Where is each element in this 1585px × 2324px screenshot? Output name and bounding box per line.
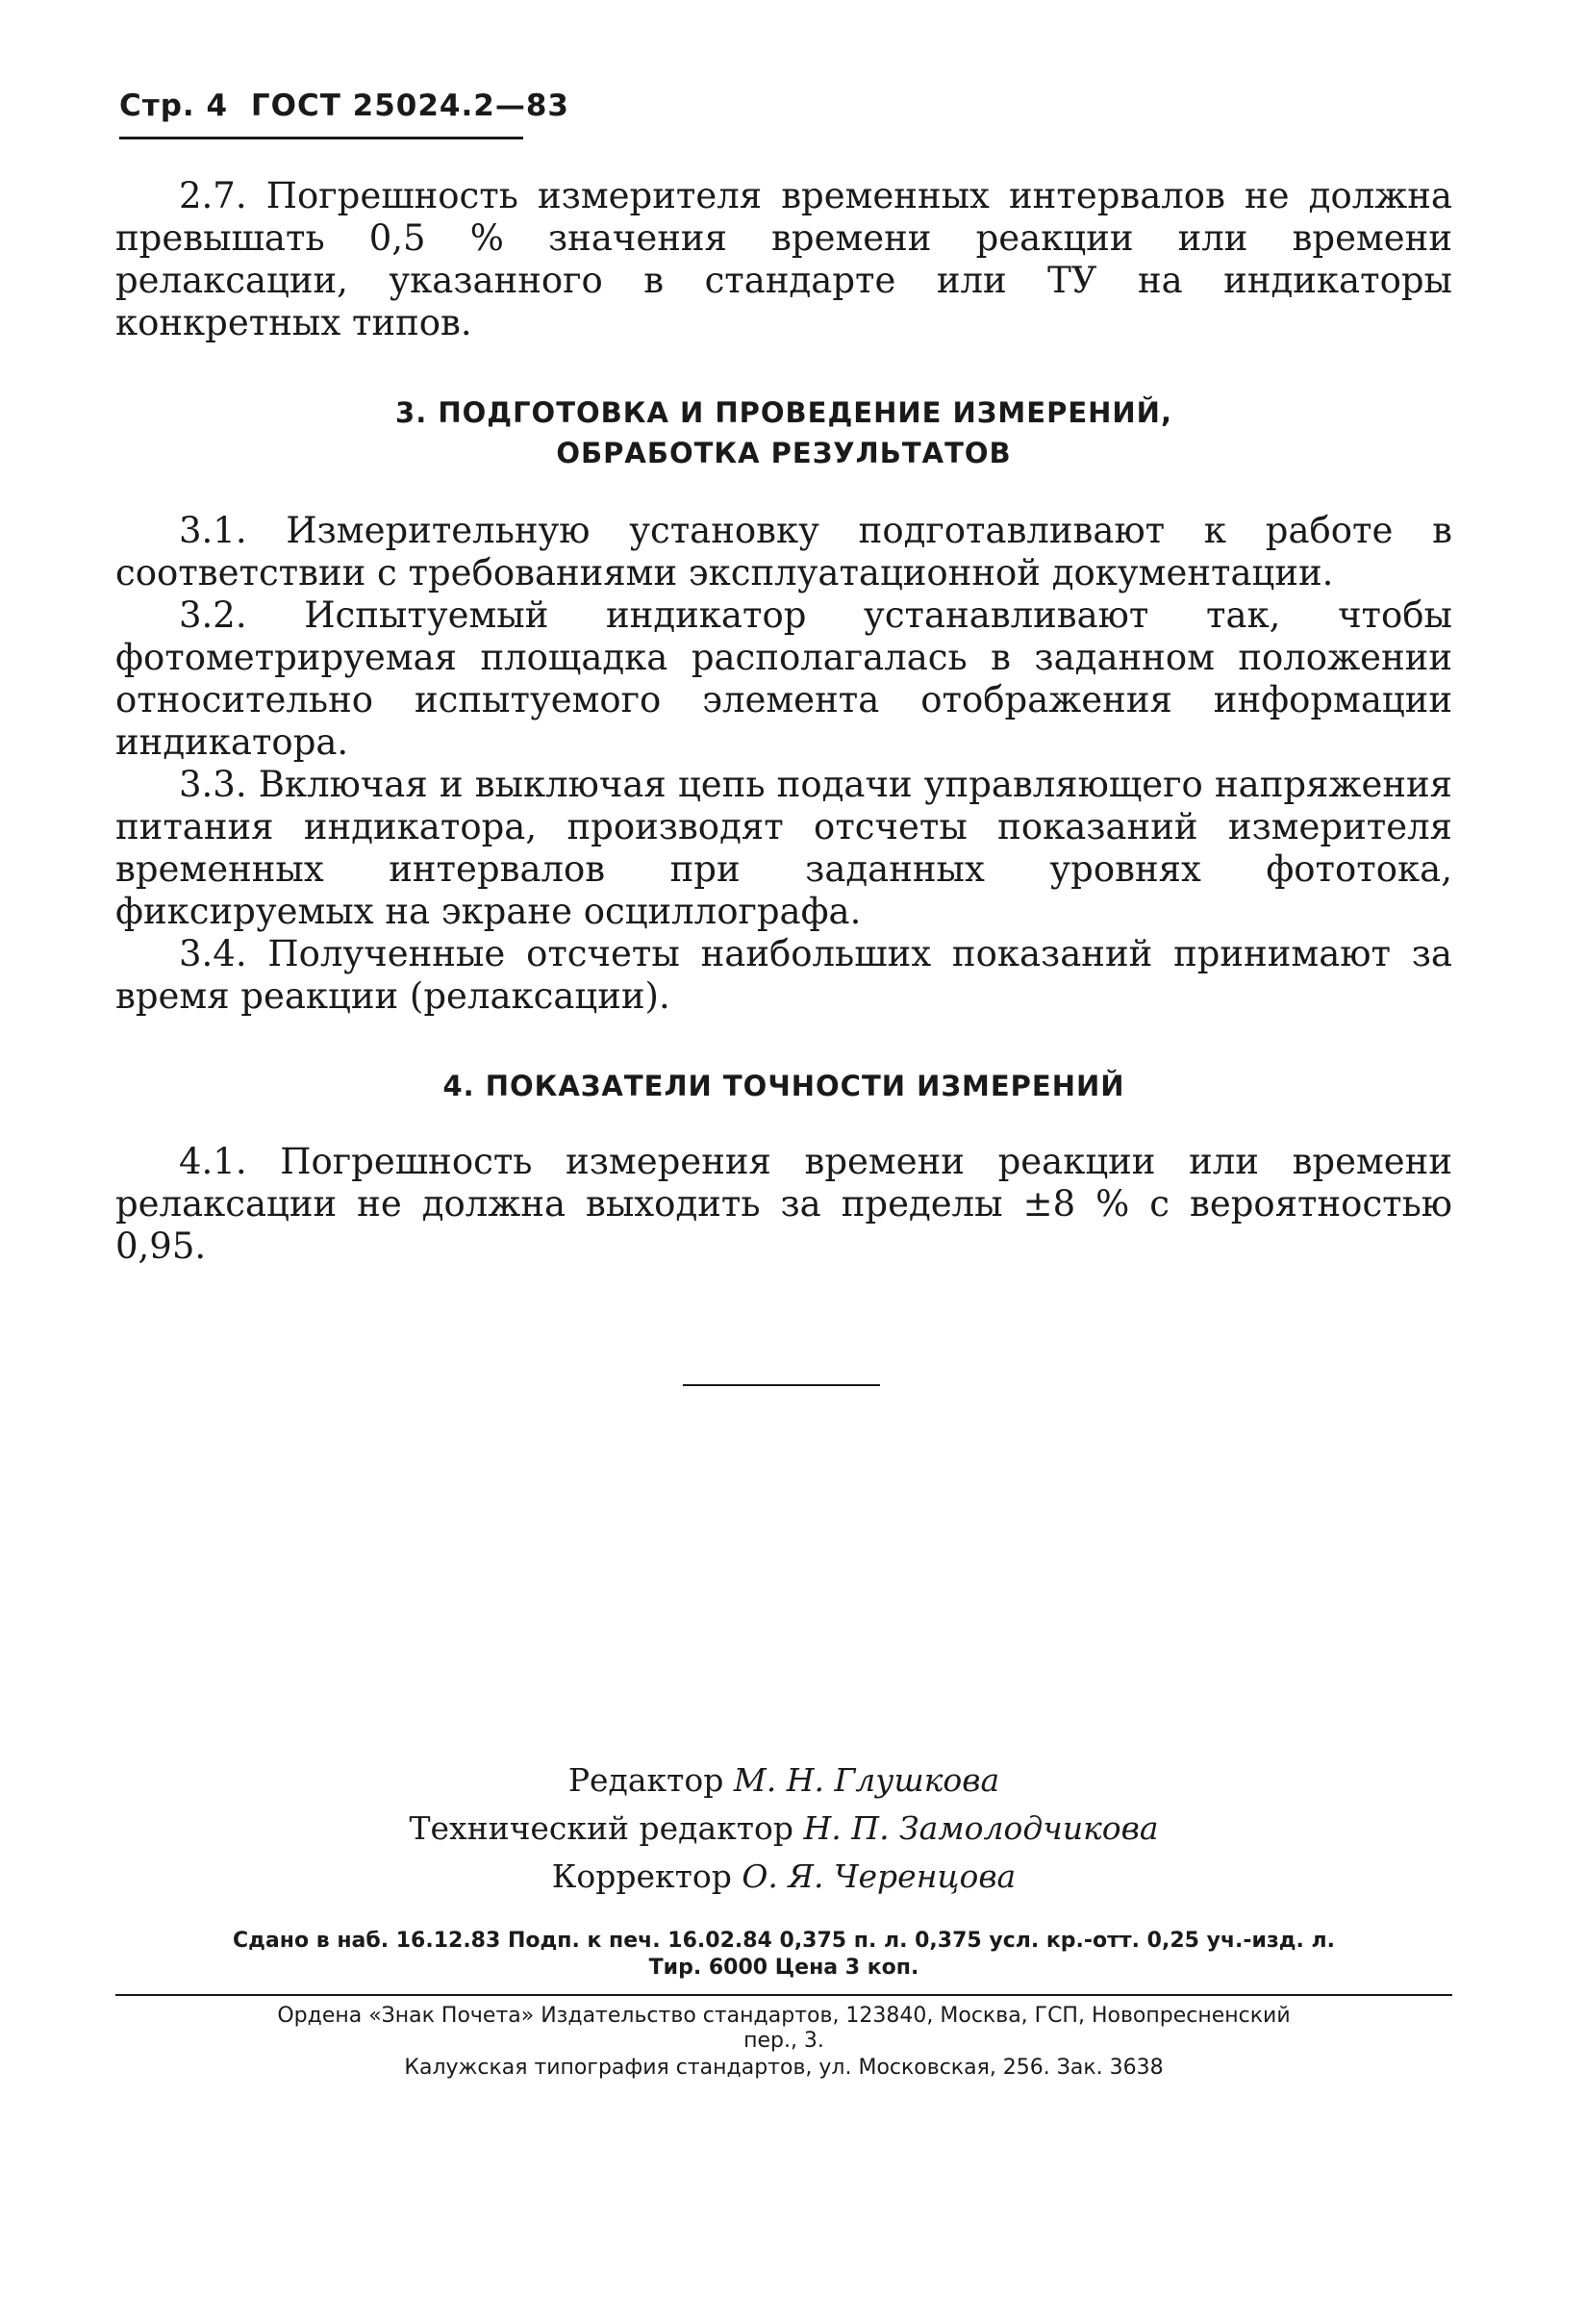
header-rule <box>119 137 523 139</box>
imprint-publisher: Ордена «Знак Почета» Издательство стандартов, 123840, Москва, ГСП, Новопресненский <box>277 2004 1291 2028</box>
section-4-heading: 4. ПОКАЗАТЕЛИ ТОЧНОСТИ ИЗМЕРЕНИЙ <box>442 1070 1125 1102</box>
paragraph-3-2: 3.2. Испытуемый индикатор устанавливают так, чтобы фотометрируемая площадка располагалась в заданном положении относительно испытуемого элемента отображения информации индикатора. <box>115 594 1452 763</box>
imprint-circulation: Тир. 6000 Цена 3 коп. <box>648 1956 919 1980</box>
corrector-role: Корректор <box>551 1857 732 1895</box>
paragraph-4-1: 4.1. Погрешность измерения времени реакции или времени релаксации не должна выходить за пределы ±8 % с вероятностью 0,95. <box>115 1141 1452 1267</box>
document-page <box>115 0 1452 2324</box>
credits-block <box>115 1756 1452 1901</box>
tech-editor-role: Технический редактор <box>409 1809 794 1847</box>
imprint-rule <box>115 1994 1452 1996</box>
paragraph-3-1: 3.1. Измерительную установку подготавливают к работе в соответствии с требованиями эксплуатационной документации. <box>115 510 1452 594</box>
editor-role: Редактор <box>567 1761 724 1799</box>
credit-editor <box>115 1756 1452 1805</box>
credit-tech-editor <box>115 1805 1452 1853</box>
section-3-heading-line2: ОБРАБОТКА РЕЗУЛЬТАТОВ <box>556 437 1012 469</box>
credit-corrector <box>115 1853 1452 1901</box>
section-3-heading <box>115 392 1452 473</box>
section-3-heading-line1: 3. ПОДГОТОВКА И ПРОВЕДЕНИЕ ИЗМЕРЕНИЙ, <box>395 396 1172 429</box>
tech-editor-name: Н. П. Замолодчикова <box>803 1809 1159 1847</box>
end-rule <box>683 1384 880 1386</box>
page-number: Стр. 4 <box>119 88 229 123</box>
page-header <box>119 88 581 123</box>
corrector-name: О. Я. Черенцова <box>742 1857 1017 1895</box>
paragraph-3-3: 3.3. Включая и выключая цепь подачи управляющего напряжения питания индикатора, производят отсчеты показаний измерителя временных интервалов при заданных уровнях фототока, фиксируемых на экране осциллографа. <box>115 764 1452 932</box>
editor-name: М. Н. Глушкова <box>733 1761 1000 1799</box>
imprint-printer: Калужская типография стандартов, ул. Московская, 256. Зак. 3638 <box>404 2056 1164 2080</box>
paragraph-2-7: 2.7. Погрешность измерителя временных интервалов не должна превышать 0,5 % значения времени реакции или времени релаксации, указанного в стандарте или ТУ на индикаторы конкретных типов. <box>115 175 1452 343</box>
imprint-print-data: Сдано в наб. 16.12.83 Подп. к печ. 16.02.84 0,375 п. л. 0,375 усл. кр.-отт. 0,25 уч.-изд. л. <box>233 1929 1335 1953</box>
imprint-address: пер., 3. <box>743 2029 824 2053</box>
paragraph-3-4: 3.4. Полученные отсчеты наибольших показаний принимают за время реакции (релаксации). <box>115 933 1452 1017</box>
standard-number: ГОСТ 25024.2—83 <box>250 88 569 123</box>
